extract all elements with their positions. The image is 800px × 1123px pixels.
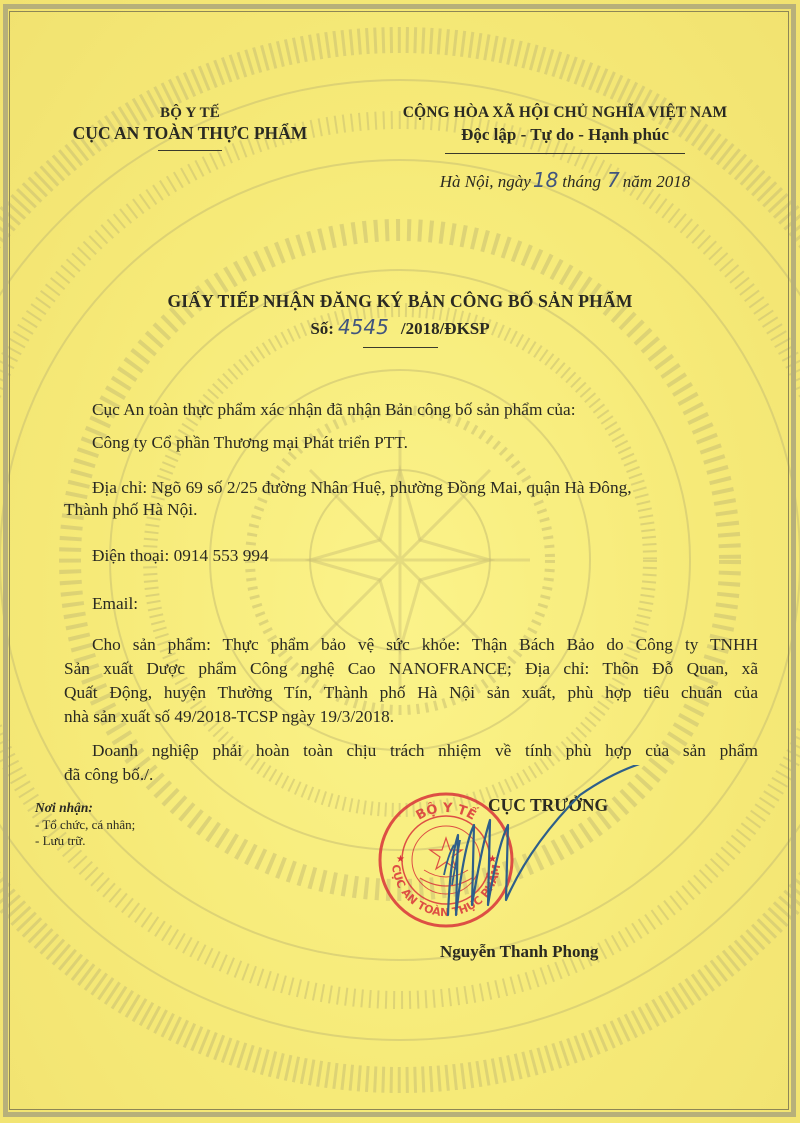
date-month-handwritten: 7 bbox=[607, 168, 620, 192]
divider bbox=[158, 150, 222, 151]
number-label: Số: bbox=[310, 319, 334, 338]
recipient-item: - Tổ chức, cá nhân; bbox=[35, 816, 136, 832]
recipient-item: - Lưu trữ. bbox=[35, 833, 86, 848]
recipients-label: Nơi nhận: bbox=[35, 800, 93, 815]
number-handwritten: 4545 bbox=[337, 315, 389, 339]
nation-name: CỘNG HÒA XÃ HỘI CHỦ NGHĨA VIỆT NAM bbox=[402, 104, 728, 121]
date-year: năm 2018 bbox=[622, 172, 691, 191]
company-name: Công ty Cổ phần Thương mại Phát triển PTT. bbox=[92, 433, 408, 452]
product-line-1: Cho sản phẩm: Thực phẩm bảo vệ sức khỏe: Thận Bách Bảo do Công ty TNHH bbox=[92, 635, 758, 654]
svg-text:CỤC AN TOÀN THỰC PHẨM: CỤC AN TOÀN THỰC PHẨM bbox=[388, 863, 504, 920]
svg-text:BỘ Y TẾ: BỘ Y TẾ bbox=[413, 800, 479, 824]
document-title-block bbox=[60, 291, 740, 348]
document-number bbox=[60, 315, 740, 339]
confirmation-text: Cục An toàn thực phẩm xác nhận đã nhận Bản công bố sản phẩm của: bbox=[92, 400, 576, 419]
national-motto: Độc lập - Tự do - Hạnh phúc bbox=[461, 125, 669, 144]
signatory-title: CỤC TRƯỞNG bbox=[488, 795, 609, 815]
dateline bbox=[355, 168, 775, 192]
national-header bbox=[355, 104, 775, 154]
responsibility-line-2: đã công bố./. bbox=[64, 765, 154, 784]
address-line-1: Địa chỉ: Ngõ 69 số 2/25 đường Nhân Huệ, phường Đồng Mai, quận Hà Đông, bbox=[92, 478, 632, 497]
address-line-2: Thành phố Hà Nội. bbox=[64, 500, 198, 519]
department-name: CỤC AN TOÀN THỰC PHẨM bbox=[72, 123, 308, 143]
number-suffix: /2018/ĐKSP bbox=[400, 319, 490, 338]
divider bbox=[363, 347, 438, 348]
product-line-3: Quất Động, huyện Thường Tín, Thành phố Hà Nội sản xuất, phù hợp tiêu chuẩn của bbox=[64, 683, 758, 702]
date-day-handwritten: 18 bbox=[532, 168, 559, 192]
ministry-name: BỘ Y TẾ bbox=[159, 105, 221, 121]
signatory-name: Nguyễn Thanh Phong bbox=[440, 942, 599, 961]
document-title: GIẤY TIẾP NHẬN ĐĂNG KÝ BẢN CÔNG BỐ SẢN PHẨM bbox=[167, 291, 633, 311]
email-text: Email: bbox=[92, 594, 139, 613]
handwritten-signature-icon bbox=[430, 765, 730, 965]
svg-text:★: ★ bbox=[396, 854, 405, 865]
date-prefix: Hà Nội, ngày bbox=[439, 172, 531, 191]
product-line-4: nhà sản xuất số 49/2018-TCSP ngày 19/3/2018. bbox=[64, 707, 395, 726]
phone-text: Điện thoại: 0914 553 994 bbox=[92, 546, 269, 565]
product-line-2: Sản xuất Dược phẩm Công nghệ Cao NANOFRANCE; Địa chỉ: Thôn Đỗ Quan, xã bbox=[64, 659, 758, 678]
svg-text:★: ★ bbox=[488, 854, 497, 865]
divider bbox=[445, 153, 685, 154]
recipients-block bbox=[35, 800, 135, 850]
date-month-label: tháng bbox=[562, 172, 602, 191]
issuing-authority bbox=[40, 105, 340, 151]
responsibility-line-1: Doanh nghiệp phải hoàn toàn chịu trách nhiệm về tính phù hợp của sản phẩm bbox=[92, 741, 758, 760]
